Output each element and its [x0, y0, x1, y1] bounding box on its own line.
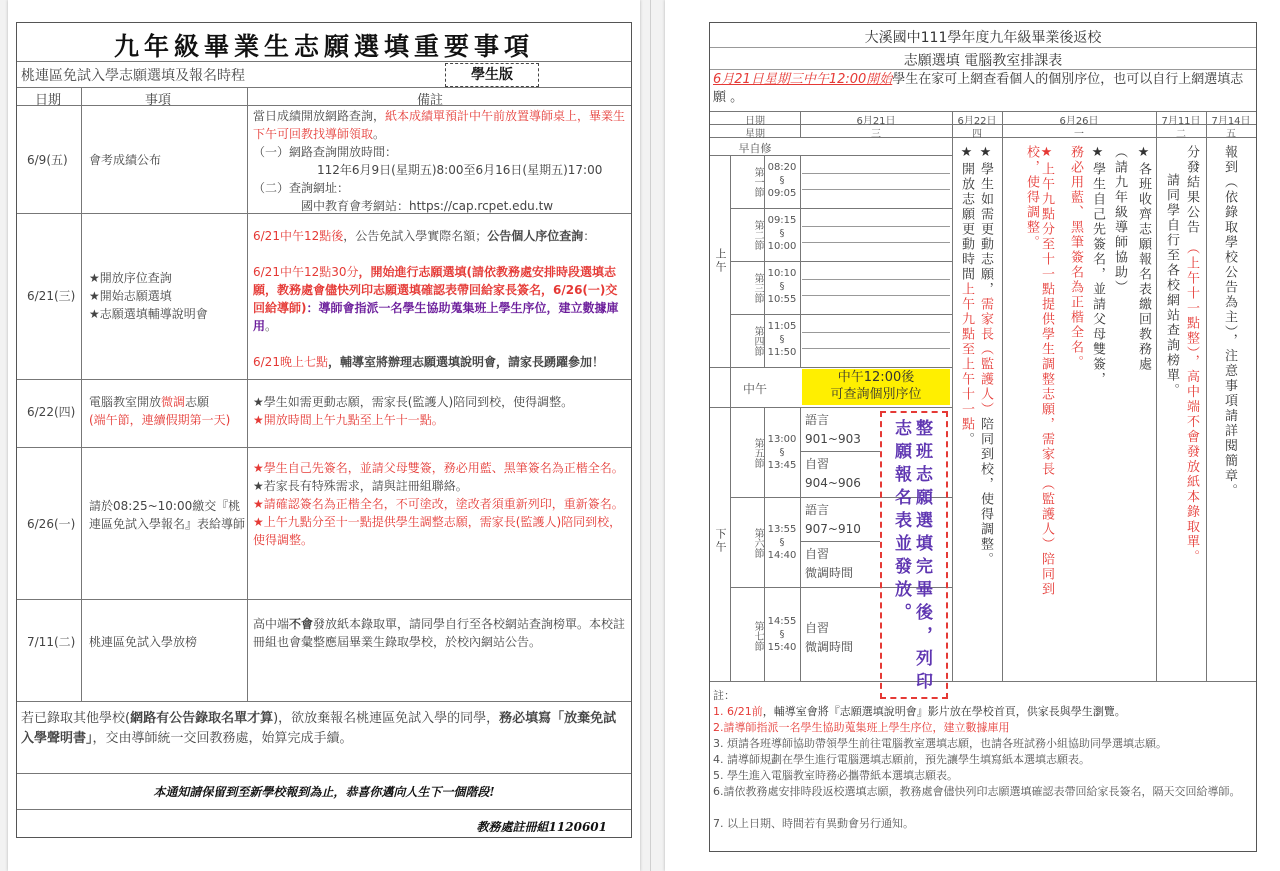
note-6: 6.請依教務處安排時段返校選填志願，教務處會儘快列印志願選填確認表帶回給家長簽名，隔天交回給導師。 [713, 785, 1241, 798]
grid-line [1002, 111, 1003, 681]
row-line [17, 599, 631, 600]
row-line [17, 701, 631, 702]
row5-date: 7/11(二) [27, 635, 76, 649]
week-0626: 一 [1074, 129, 1084, 140]
grid-line [1206, 111, 1207, 681]
grid-line [800, 407, 801, 681]
footer-note: 本通知請保留到至新學校報到為止，恭喜你邁向人生下一個階段! [153, 785, 495, 799]
date-0622: 6月22日 [957, 116, 997, 127]
col-0626-teacher-help: （請九年級導師協助） [1112, 145, 1127, 295]
col-0711-no-paper: （上午十一點整），高中端不會發放紙本錄取單。 [1184, 241, 1199, 565]
col-0714-report: 報到（依錄取學校公告為主），注意事項請詳閱簡章。 [1222, 145, 1237, 499]
blank-line [802, 295, 950, 296]
slot-language-907: 語言 907~910 [805, 503, 861, 536]
grid-line [1156, 111, 1157, 681]
left-frame [16, 22, 632, 838]
grid-line [730, 208, 952, 209]
blank-line [802, 226, 950, 227]
slot-adjust-time-6: 自習 微調時間 [805, 547, 854, 580]
opt-out-paragraph: 若已錄取其他學校(網路有公告錄取名單才算)，欲放棄報名桃連區免試入學的同學，務必填寫「放棄免試入學聲明書」，交由導師統一交回教務處，始算完成手續。 [21, 711, 617, 746]
row1-date: 6/9(五) [27, 153, 68, 167]
grid-line [730, 261, 952, 262]
row2-items: ★開放序位查詢 ★開始志願選填 ★志願選填輔導說明會 [89, 271, 208, 321]
intro-text: 6月21日星期三中午12:00開始學生在家可上網查看個人的個別序位，也可以自行上網選填志願 。 [713, 72, 1244, 105]
page-gutter [650, 0, 651, 871]
pm-label: 下午 [714, 528, 727, 554]
blank-line [802, 242, 950, 243]
note-4: 4. 請導師規劃在學生進行電腦選填志願前，預先讓學生填寫紙本選填志願表。 [713, 753, 1090, 766]
note-5: 5. 學生進入電腦教室時務必攜帶紙本選填志願表。 [713, 769, 958, 782]
col-header-item: 事項 [145, 93, 172, 108]
period-1-time: 08:20 § 09:05 [767, 162, 797, 199]
col-0626-adjust: ★上午九點分至十一點提供學生調整志願，需家長（監護人）陪同到校，使得調整。 [1024, 145, 1054, 597]
period-6-label: 第六節 [752, 528, 763, 558]
period-7-time: 14:55 § 15:40 [767, 616, 797, 653]
col-0626-collect-forms: ★各班收齊志願報名表繳回教務處 [1136, 145, 1151, 372]
right-page [665, 0, 1280, 871]
period-4-time: 11:05 § 11:50 [767, 321, 797, 358]
week-0621: 三 [871, 129, 881, 140]
slot-language-901: 語言 901~903 [805, 413, 861, 446]
period-2-label: 第二節 [752, 220, 763, 250]
col-0626-sign: ★學生自己先簽名，並請父母雙簽， [1090, 145, 1105, 387]
grid-line [800, 451, 880, 452]
row3-item: 電腦教室開放微調志願 (端午節，連續假期第一天) [89, 395, 231, 427]
divider [17, 87, 631, 88]
note-1: 1. 6/21前，輔導室會將『志願選填說明會』影片放在學校首頁，供家長與學生瀏覽。 [713, 705, 1126, 718]
grid-line [710, 407, 952, 408]
period-5-label: 第五節 [752, 438, 763, 468]
header-date-label: 日期 [745, 116, 765, 127]
row5-item: 桃連區免試入學放榜 [89, 635, 198, 649]
blank-line [802, 189, 950, 190]
col-line [81, 87, 82, 701]
col-0711-result: 分發結果公告 [1184, 145, 1199, 235]
period-7-label: 第七節 [752, 621, 763, 651]
row-line [17, 809, 631, 810]
row1-notes: 當日成績開放網路查詢，紙本成績單預計中午前放置導師桌上，畢業生下午可回教找導師領取。 （一）網路查詢開放時間： 112年6月9日(星期五)8:00至6月16日(星期五)17:00 （二）查詢網址： 國中教育會考網站：https://cap.rcpet.edu.tw [253, 109, 626, 213]
col-header-notes: 備註 [417, 93, 444, 108]
morning-study-label: 早自修 [738, 142, 772, 155]
period-5-time: 13:00 § 13:45 [767, 434, 797, 471]
student-version-badge: 學生版 [445, 63, 539, 87]
period-3-label: 第三節 [752, 273, 763, 303]
row2-notes: 6/21中午12點後，公告免試入學實際名額；公告個人序位查詢： 6/21中午12點30分，開始進行志願選填(請依教務處安排時段選填志願，教務處會儘快列印志願選填確認表帶回給家長簽名，6/26(一)交回給導師)：導師會指派一名學生協助蒐集班上學生序位，建立數據庫用。 6/21晚上七點，輔導室將辦理志願選填說明會，請家長踴躍參加！ [253, 229, 619, 369]
date-0714: 7月14日 [1211, 116, 1251, 127]
week-0714: 五 [1226, 129, 1236, 140]
note-7: 7. 以上日期、時間若有異動會另行通知。 [713, 817, 914, 830]
schedule-subtitle: 桃連區免試入學志願選填及報名時程 [21, 68, 245, 84]
row-line [17, 773, 631, 774]
blank-line [802, 332, 950, 333]
noon-ranking-box: 中午12:00後 可查詢個別序位 [802, 369, 950, 405]
week-0711: 二 [1176, 129, 1186, 140]
schedule-subtitle: 志願選填 電腦教室排課表 [903, 53, 1063, 69]
noon-label: 中午 [742, 382, 767, 396]
left-page [8, 0, 640, 871]
grid-line [800, 541, 880, 542]
row1-item: 會考成績公布 [89, 153, 162, 167]
row-line [17, 447, 631, 448]
slot-selfstudy-904: 自習 904~906 [805, 457, 861, 490]
divider [710, 47, 1256, 48]
divider [17, 105, 631, 106]
divider [17, 61, 631, 62]
notes-title: 註： [713, 689, 735, 702]
issuer-signature: 教務處註冊組1120601 [476, 820, 607, 834]
period-4-label: 第四節 [752, 326, 763, 356]
period-1-label: 第一節 [752, 167, 763, 197]
date-0711: 7月11日 [1161, 116, 1201, 127]
date-0621: 6月21日 [856, 116, 896, 127]
col-0626-pen: 務必用藍、黑筆簽名為正楷全名。 [1068, 145, 1083, 370]
row4-item: 請於08:25~10:00繳交『桃連區免試入學報名』表給導師 [89, 499, 246, 531]
document-title: 九年級畢業生志願選填重要事項 [113, 32, 534, 61]
date-0626: 6月26日 [1059, 116, 1099, 127]
blank-line [802, 348, 950, 349]
right-frame [709, 22, 1257, 852]
header-week-label: 星期 [745, 129, 765, 140]
print-notice-text: 整班志願選填完畢後，列印志願報名表並發放。 [891, 419, 932, 695]
row3-date: 6/22(四) [27, 405, 76, 419]
slot-adjust-time-7: 自習 微調時間 [805, 621, 854, 654]
col-0622-open-time: ★開放志願更動時間上午九點至上午十一點。 [959, 145, 974, 447]
grid-line [800, 111, 801, 137]
am-label: 上午 [714, 248, 727, 274]
row3-notes: ★學生如需更動志願，需家長(監護人)陪同到校，使得調整。 ★開放時間上午九點至上午十一點。 [253, 395, 574, 427]
row4-notes: ★學生自己先簽名，並請父母雙簽，務必用藍、黑筆簽名為正楷全名。 ★若家長有特殊需求，請與註冊組聯絡。 ★請確認簽名為正楷全名，不可塗改，塗改者須重新列印，重新簽名。 ★上午九點分至十一點提供學生調整志願，需家長(監護人)陪同到校，使得調整。 [253, 461, 624, 547]
note-3: 3. 煩請各班導師協助帶領學生前往電腦教室選填志願，也請各班試務小組協助同學選填志願。 [713, 737, 1167, 750]
grid-line [730, 314, 952, 315]
row5-notes: 高中端不會發放紙本錄取單，請同學自行至各校網站查詢榜單。本校註冊組也會彙整應屆畢業生錄取學校，於校內網站公告。 [253, 617, 626, 649]
schedule-title: 大溪國中111學年度九年級畢業後返校 [864, 30, 1102, 46]
divider [710, 69, 1256, 70]
grid-line [952, 111, 953, 681]
grid-line [710, 367, 952, 368]
period-2-time: 09:15 § 10:00 [767, 215, 797, 252]
row2-date: 6/21(三) [27, 289, 76, 303]
week-0622: 四 [972, 129, 982, 140]
col-0622-adjust: ★學生如需更動志願，需家長（監護人）陪同到校，使得調整。 [978, 145, 993, 567]
blank-line [802, 173, 950, 174]
row4-date: 6/26(一) [27, 517, 76, 531]
col-0711-check-site: 請同學自行至各校網站查詢榜單。 [1164, 173, 1179, 398]
note-2: 2.請導師指派一名學生協助蒐集班上學生序位，建立數據庫用 [713, 721, 1010, 734]
period-6-time: 13:55 § 14:40 [767, 524, 797, 561]
col-header-date: 日期 [35, 93, 62, 108]
col-line [247, 87, 248, 701]
blank-line [802, 279, 950, 280]
row-line [17, 379, 631, 380]
period-3-time: 10:10 § 10:55 [767, 268, 797, 305]
